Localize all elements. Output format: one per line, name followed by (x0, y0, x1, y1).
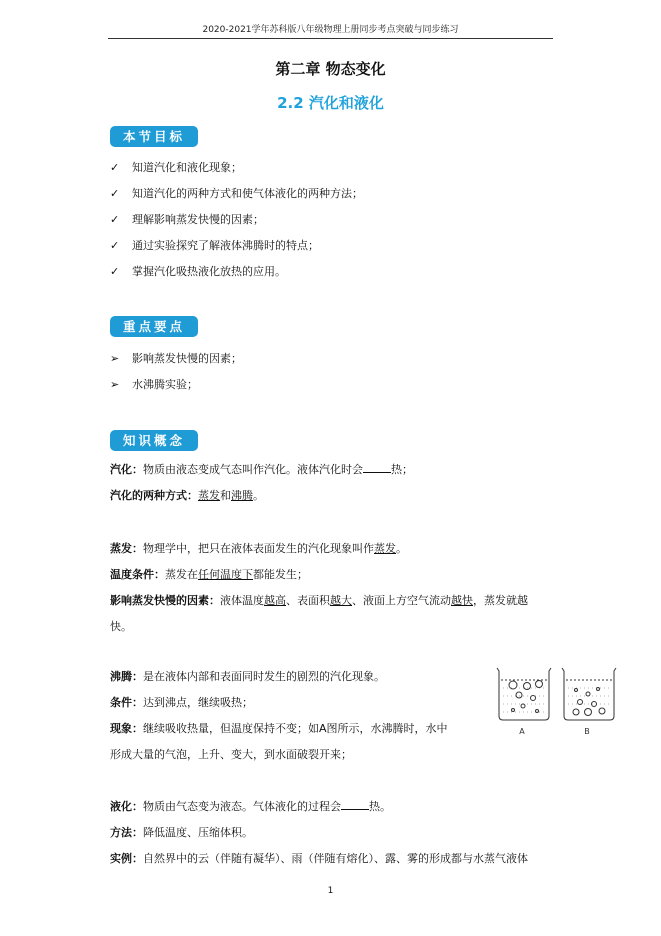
goal-text: 掌握汽化吸热液化放热的应用。 (132, 265, 286, 278)
definition-text: 、表面积 (286, 594, 330, 607)
term-label: 汽化的两种方式 (110, 489, 187, 502)
term-label: 条件 (110, 696, 132, 709)
beaker-a-icon (497, 668, 551, 720)
definition-text: 物质由气态变为液态。气体液化的过程会 (143, 800, 341, 813)
phenomenon-line-2: 形成大量的气泡，上升、变大，到水面破裂开来； (110, 748, 352, 761)
underlined-term: 越快 (451, 594, 473, 607)
term-label: 沸腾 (110, 670, 132, 683)
factors-line: 影响蒸发快慢的因素：液体温度越高、表面积越大、液面上方空气流动越快，蒸发就越 (110, 594, 528, 607)
goal-item (110, 185, 363, 201)
check-icon: ✓ (110, 238, 120, 252)
definition-text: 都能发生； (253, 568, 308, 581)
concepts-badge: 知识概念 (110, 430, 198, 451)
boiling-line: 沸腾：是在液体内部和表面同时发生的剧烈的汽化现象。 (110, 670, 385, 683)
keypoint-text: 水沸腾实验； (132, 378, 198, 391)
goal-item (110, 211, 264, 227)
keypoint-item (110, 350, 242, 366)
goal-text: 知道汽化和液化现象； (132, 161, 242, 174)
term-label: 影响蒸发快慢的因素 (110, 594, 209, 607)
underlined-term: 越大 (330, 594, 352, 607)
definition-text: 物质由液态变成气态叫作汽化。液体汽化时会 (143, 463, 363, 476)
factors-line-2: 快。 (110, 620, 132, 633)
check-icon: ✓ (110, 212, 120, 226)
punct: 。 (253, 489, 264, 502)
two-ways-line: 汽化的两种方式：蒸发和沸腾。 (110, 489, 264, 502)
temp-condition-line: 温度条件：蒸发在任何温度下都能发生； (110, 568, 308, 581)
figure-label-a: A (519, 727, 525, 736)
term-label: 温度条件 (110, 568, 154, 581)
page-header: 2020-2021学年苏科版八年级物理上册同步考点突破与同步练习 (202, 25, 459, 35)
term-label: 汽化 (110, 463, 132, 476)
beaker-b-icon (562, 668, 616, 720)
definition-text: 降低温度、压缩体积。 (143, 826, 253, 839)
header-rule (108, 38, 553, 39)
condition-line: 条件：达到沸点，继续吸热； (110, 696, 253, 709)
keypoint-item (110, 376, 198, 392)
underlined-term: 任何温度下 (198, 568, 253, 581)
underlined-term: 蒸发 (198, 489, 220, 502)
vaporization-line: 汽化：物质由液态变成气态叫作汽化。液体汽化时会 热； (110, 463, 413, 476)
keypoints-badge: 重点要点 (110, 316, 198, 337)
arrow-bullet-icon: ➢ (110, 351, 120, 365)
definition-text: 自然界中的云（伴随有凝华）、雨（伴随有熔化）、露、雾的形成都与水蒸气液体 (143, 852, 528, 865)
boiling-beakers-figure (493, 664, 618, 739)
definition-text: 液体温度 (220, 594, 264, 607)
liquefaction-line: 液化：物质由气态变为液态。气体液化的过程会 热。 (110, 800, 391, 813)
definition-text: 达到沸点，继续吸热； (143, 696, 253, 709)
fill-blank (363, 462, 391, 473)
term-label: 方法 (110, 826, 132, 839)
chapter-title: 第二章 物态变化 (275, 60, 386, 78)
punct: 。 (396, 542, 407, 555)
goals-badge: 本节目标 (110, 126, 198, 147)
definition-text: 、液面上方空气流动 (352, 594, 451, 607)
definition-text: 是在液体内部和表面同时发生的剧烈的汽化现象。 (143, 670, 385, 683)
goal-item (110, 263, 286, 279)
underlined-term: 蒸发 (374, 542, 396, 555)
section-title: 2.2 汽化和液化 (277, 94, 384, 112)
conjunction: 和 (220, 489, 231, 502)
page-number: 1 (327, 886, 334, 896)
definition-tail: 热； (391, 463, 413, 476)
examples-line: 实例：自然界中的云（伴随有凝华）、雨（伴随有熔化）、露、雾的形成都与水蒸气液体 (110, 852, 528, 865)
term-label: 蒸发 (110, 542, 132, 555)
arrow-bullet-icon: ➢ (110, 377, 120, 391)
definition-text: 物理学中，把只在液体表面发生的汽化现象叫作 (143, 542, 374, 555)
term-label: 现象 (110, 722, 132, 735)
term-label: 实例 (110, 852, 132, 865)
check-icon: ✓ (110, 186, 120, 200)
definition-text: 蒸发在 (165, 568, 198, 581)
phenomenon-line: 现象：继续吸收热量，但温度保持不变；如A图所示，水沸腾时，水中 (110, 722, 448, 735)
keypoint-text: 影响蒸发快慢的因素； (132, 352, 242, 365)
goal-item (110, 159, 242, 175)
term-label: 液化 (110, 800, 132, 813)
goal-text: 知道汽化的两种方式和使气体液化的两种方法； (132, 187, 363, 200)
evaporation-line: 蒸发：物理学中，把只在液体表面发生的汽化现象叫作蒸发。 (110, 542, 407, 555)
definition-text: ，蒸发就越 (473, 594, 528, 607)
underlined-term: 沸腾 (231, 489, 253, 502)
goal-text: 理解影响蒸发快慢的因素； (132, 213, 264, 226)
goal-text: 通过实验探究了解液体沸腾时的特点； (132, 239, 319, 252)
goal-item (110, 237, 319, 253)
figure-label-b: B (584, 727, 590, 736)
fill-blank (341, 799, 369, 810)
check-icon: ✓ (110, 160, 120, 174)
definition-text: 继续吸收热量，但温度保持不变；如A图所示，水沸腾时，水中 (143, 722, 448, 735)
underlined-term: 越高 (264, 594, 286, 607)
definition-tail: 热。 (369, 800, 391, 813)
methods-line: 方法：降低温度、压缩体积。 (110, 826, 253, 839)
check-icon: ✓ (110, 264, 120, 278)
